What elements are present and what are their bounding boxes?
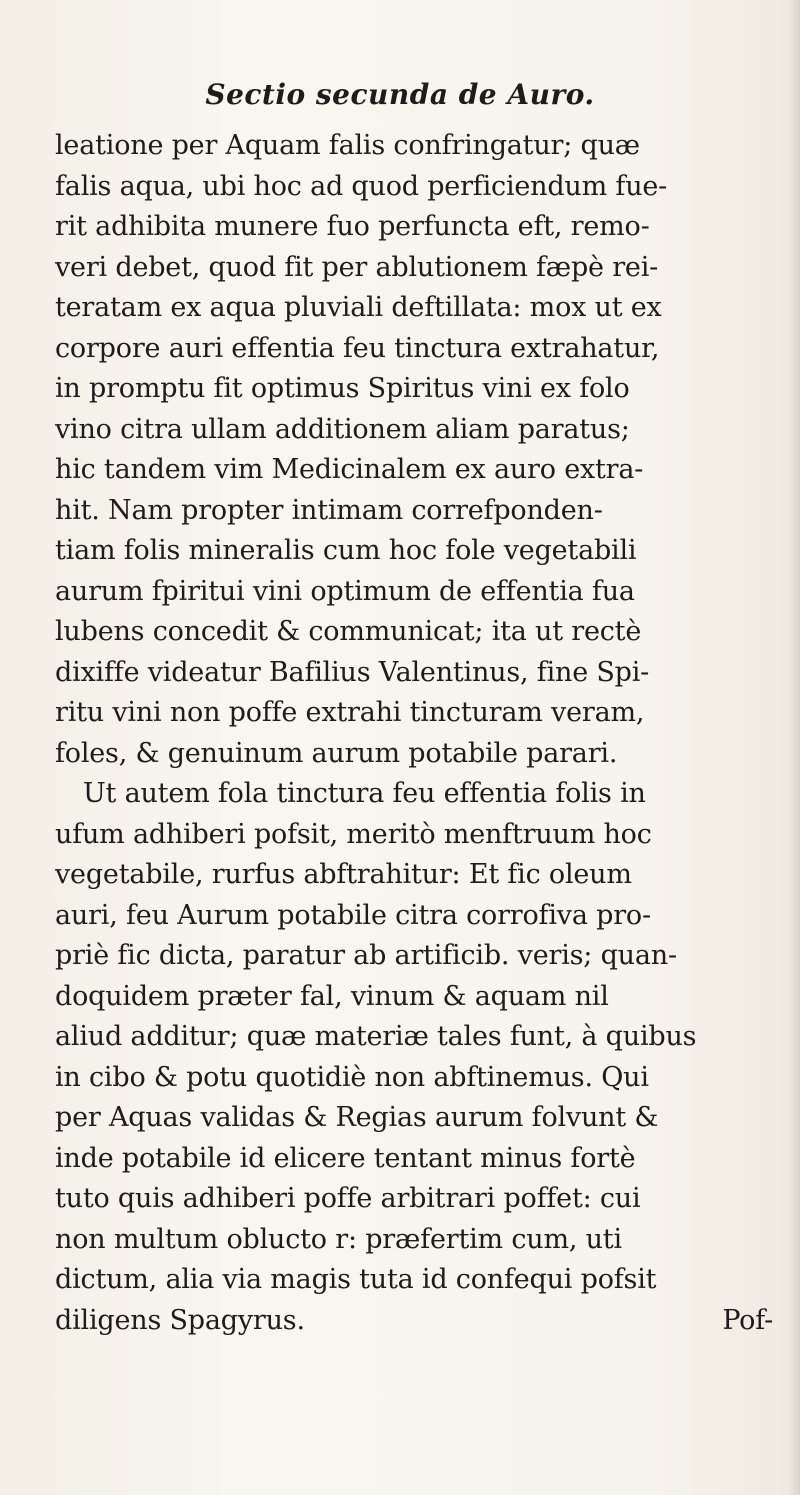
last-line-text: diligens Spagyrus. — [55, 1304, 305, 1336]
text-line: Ut autem fola tinctura feu effentia folis in — [83, 778, 646, 809]
text-line: hit. Nam propter intimam correfponden- — [55, 494, 603, 526]
text-line: corpore auri effentia feu tinctura extrahatur, — [55, 332, 660, 364]
text-line: vegetabile, rurfus abftrahitur: Et fic oleum — [55, 859, 632, 890]
catchword: Pof- — [722, 1304, 773, 1336]
text-line: leatione per Aquam falis confringatur; quæ — [55, 130, 640, 161]
running-header: Sectio secunda de Auro. — [205, 78, 595, 111]
page-edge-shadow — [788, 0, 800, 1495]
text-line: dictum, alia via magis tuta id confequi pofsit — [55, 1264, 657, 1295]
text-line: falis aqua, ubi hoc ad quod perficiendum fue- — [55, 170, 668, 202]
body-text — [55, 126, 775, 1341]
text-line: non multum oblucto r: præfertim cum, uti — [55, 1223, 622, 1255]
text-line: priè fic dicta, paratur ab artificib. veris; quan- — [55, 940, 677, 971]
text-line: in promptu fit optimus Spiritus vini ex folo — [55, 373, 630, 404]
text-line: per Aquas validas & Regias aurum folvunt & — [55, 1102, 659, 1133]
text-line: ufum adhiberi pofsit, meritò menftruum hoc — [55, 818, 652, 850]
text-line: ritu vini non poffe extrahi tincturam veram, — [55, 697, 645, 728]
text-line: dixiffe videatur Bafilius Valentinus, fine Spi- — [55, 656, 650, 688]
text-line: doquidem præter fal, vinum & aquam nil — [55, 980, 609, 1012]
text-line: aurum fpiritui vini optimum de effentia fua — [55, 575, 635, 607]
text-line: aliud additur; quæ materiæ tales funt, à quibus — [55, 1021, 697, 1052]
text-line: teratam ex aqua pluviali deftillata: mox ut ex — [55, 292, 662, 323]
text-line: auri, feu Aurum potabile citra corrofiva pro- — [55, 899, 651, 931]
text-line: vino citra ullam additionem aliam paratus; — [55, 413, 630, 445]
text-line: in cibo & potu quotidiè non abftinemus. Qui — [55, 1061, 649, 1093]
text-line: lubens concedit & communicat; ita ut rectè — [55, 616, 642, 647]
text-line: tiam folis mineralis cum hoc fole vegetabili — [55, 535, 637, 566]
text-line: foles, & genuinum aurum potabile parari. — [55, 737, 618, 769]
text-line: veri debet, quod fit per ablutionem fæpè rei- — [55, 251, 659, 283]
last-line — [55, 1301, 775, 1342]
text-line: inde potabile id elicere tentant minus fortè — [55, 1142, 636, 1174]
text-line: rit adhibita munere fuo perfuncta eft, remo- — [55, 211, 650, 242]
text-line: tuto quis adhiberi poffe arbitrari poffet: cui — [55, 1183, 641, 1214]
text-line: hic tandem vim Medicinalem ex auro extra- — [55, 454, 644, 485]
